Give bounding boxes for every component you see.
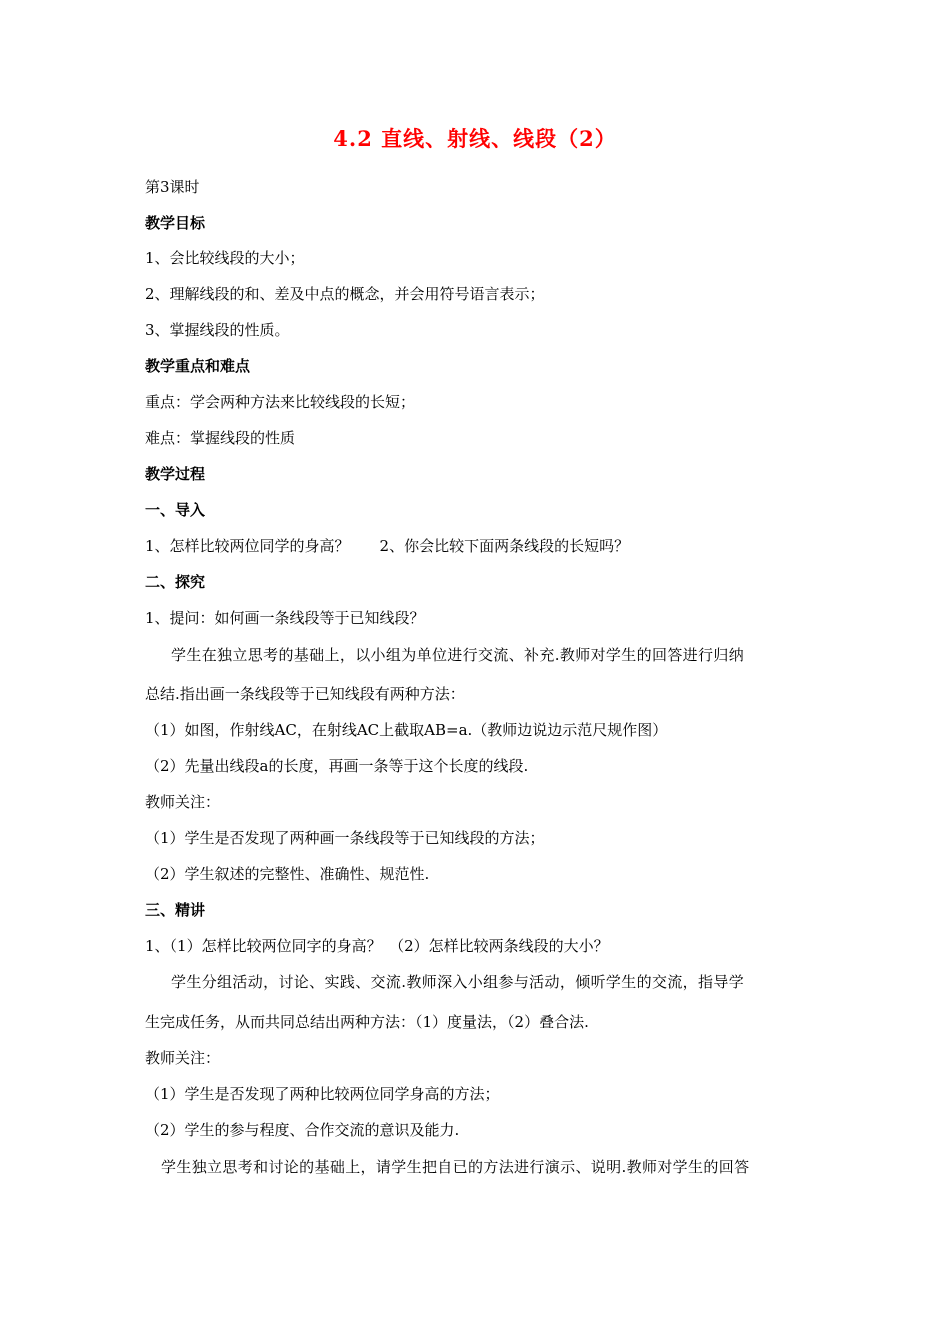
difficult-point: 难点：掌握线段的性质 bbox=[145, 429, 296, 447]
section-lecture: 三、精讲 bbox=[145, 901, 206, 919]
heading-key-points: 教学重点和难点 bbox=[145, 357, 251, 375]
heading-objectives: 教学目标 bbox=[145, 214, 206, 232]
teacher-focus-1-item-2: （2）学生叙述的完整性、准确性、规范性. bbox=[145, 865, 430, 883]
lecture-questions: 1、（1）怎样比较两位同字的身高？ （2）怎样比较两条线段的大小？ bbox=[145, 937, 609, 955]
objective-1: 1、会比较线段的大小； bbox=[145, 249, 305, 267]
explore-paragraph-line-2: 总结.指出画一条线段等于已知线段有两种方法： bbox=[145, 685, 465, 703]
explore-paragraph-line-1: 学生在独立思考的基础上，以小组为单位进行交流、补充.教师对学生的回答进行归纳 bbox=[171, 646, 745, 664]
closing-paragraph-line: 学生独立思考和讨论的基础上，请学生把自已的方法进行演示、说明.教师对学生的回答 bbox=[161, 1158, 750, 1176]
method-2: （2）先量出线段a的长度，再画一条等于这个长度的线段. bbox=[145, 757, 529, 775]
teacher-focus-2-item-1: （1）学生是否发现了两种比较两位同学身高的方法； bbox=[145, 1085, 500, 1103]
method-1: （1）如图，作射线AC，在射线AC上截取AB=a.（教师边说边示范尺规作图） bbox=[145, 721, 668, 739]
intro-questions: 1、怎样比较两位同学的身高？ 2、你会比较下面两条线段的长短吗？ bbox=[145, 537, 630, 555]
lesson-period: 第3课时 bbox=[145, 178, 200, 196]
teacher-focus-2-item-2: （2）学生的参与程度、合作交流的意识及能力. bbox=[145, 1121, 460, 1139]
document-title: 4.2 直线、射线、线段（2） bbox=[333, 126, 617, 151]
heading-process: 教学过程 bbox=[145, 465, 206, 483]
teacher-focus-1-item-1: （1）学生是否发现了两种画一条线段等于已知线段的方法； bbox=[145, 829, 545, 847]
teacher-focus-label-1: 教师关注： bbox=[145, 793, 221, 811]
teacher-focus-label-2: 教师关注： bbox=[145, 1049, 221, 1067]
objective-2: 2、理解线段的和、差及中点的概念，并会用符号语言表示； bbox=[145, 285, 545, 303]
section-introduction: 一、导入 bbox=[145, 501, 206, 519]
objective-3: 3、掌握线段的性质。 bbox=[145, 321, 290, 339]
section-explore: 二、探究 bbox=[145, 573, 206, 591]
lecture-paragraph-line-2: 生完成任务，从而共同总结出两种方法：（1）度量法，（2）叠合法. bbox=[145, 1013, 589, 1031]
key-point: 重点：学会两种方法来比较线段的长短； bbox=[145, 393, 416, 411]
lecture-paragraph-line-1: 学生分组活动，讨论、实践、交流.教师深入小组参与活动，倾听学生的交流，指导学 bbox=[171, 973, 745, 991]
explore-question: 1、提问：如何画一条线段等于已知线段？ bbox=[145, 609, 425, 627]
